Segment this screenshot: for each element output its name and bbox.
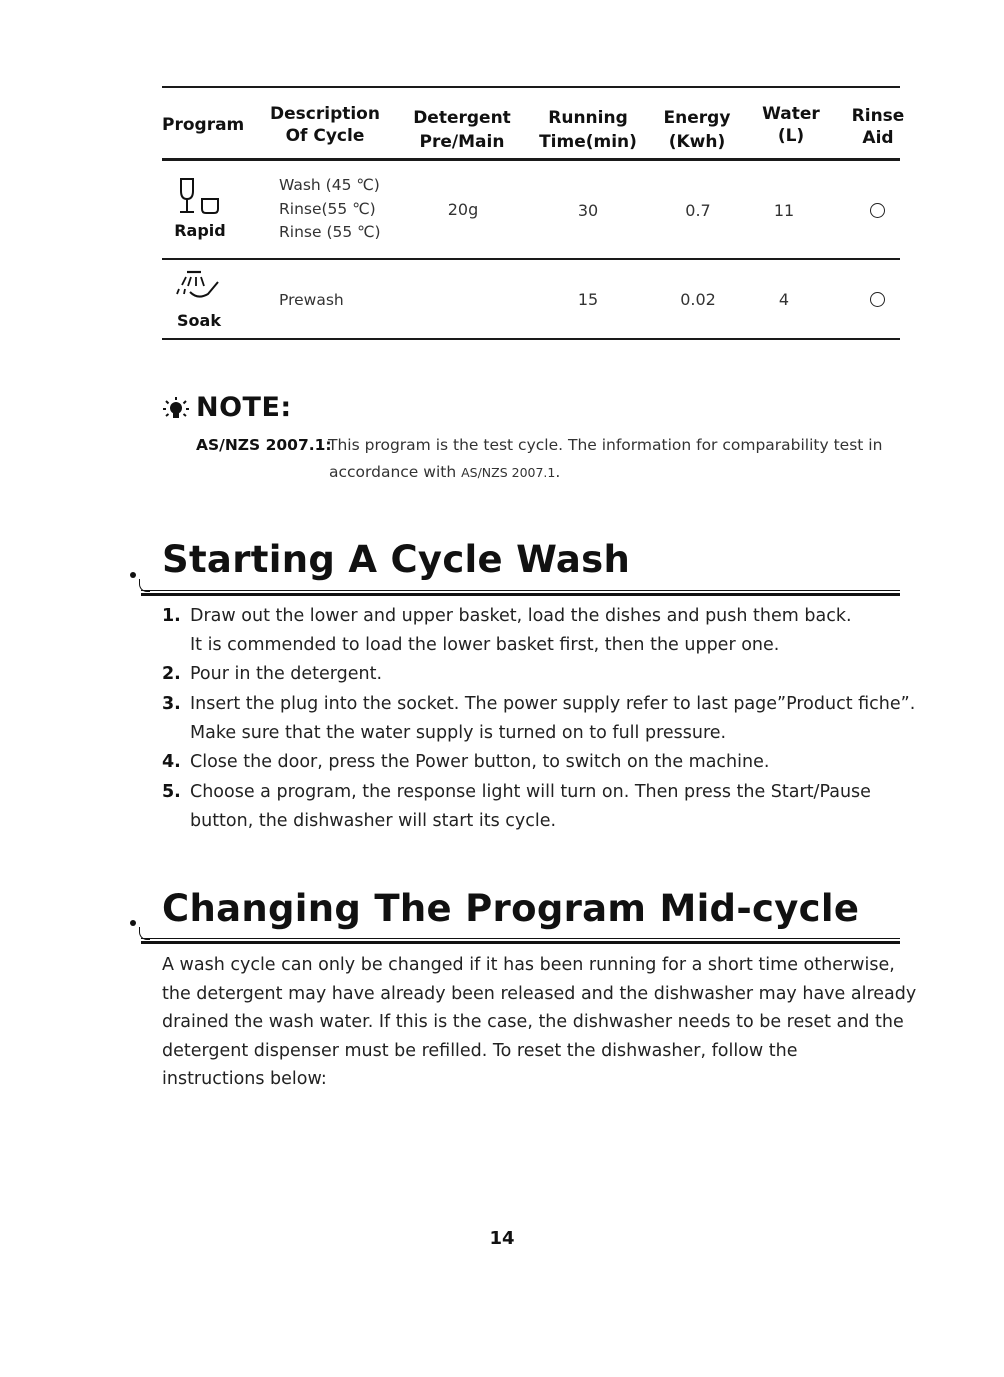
heading-rule-thick [141,941,900,944]
heading-bullet [130,920,136,926]
heading-rule-thick [141,593,900,596]
step-text: Choose a program, the response light will turn on. Then press the Start/Pause [190,782,871,802]
water-value: 11 [773,201,795,220]
note-text-line2: accordance with AS/NZS 2007.1. [329,463,561,481]
header-detergent: Detergent Pre/Main [413,108,511,152]
step-number: 5. [162,782,181,802]
heading-bullet [130,572,136,578]
step-text: Pour in the detergent. [190,664,383,684]
paragraph-line: instructions below: [162,1069,327,1089]
energy-value: 0.7 [685,201,711,220]
water-value: 4 [778,290,790,309]
step-number: 4. [162,752,181,772]
program-name-rapid: Rapid [174,221,226,240]
cycle-description: Prewash [279,291,344,309]
header-running-time: Running Time(min) [539,108,637,152]
program-name-soak: Soak [177,311,221,330]
step-number: 1. [162,606,181,626]
step-text: Make sure that the water supply is turned on to full pressure. [190,723,727,743]
section-title: Changing The Program Mid-cycle [162,887,860,930]
step-text: button, the dishwasher will start its cycle. [190,811,557,831]
step-text: It is commended to load the lower basket first, then the upper one. [190,635,780,655]
step-number: 2. [162,664,181,684]
header-description: Description Of Cycle [270,104,380,146]
header-energy: Energy (Kwh) [663,108,731,152]
running-time-value: 15 [577,290,599,309]
row-divider [162,258,900,260]
page-number: 14 [489,1228,515,1249]
heading-rule-thin [141,938,900,939]
note-title: NOTE: [196,392,292,423]
paragraph-line: drained the wash water. If this is the case, the dishwasher needs to be reset and the [162,1012,904,1032]
glass-and-cup-icon [176,177,224,217]
step-text: Close the door, press the Power button, to switch on the machine. [190,752,770,772]
table-bottom-rule [162,338,900,340]
rinse-aid-circle-icon [870,292,885,307]
header-program: Program [162,115,245,135]
heading-rule-thin [141,590,900,591]
step-text: Insert the plug into the socket. The power supply refer to last page”Product fiche”. [190,694,916,714]
note-label: AS/NZS 2007.1: [196,436,332,454]
header-water: Water (L) [762,104,820,146]
table-top-rule [162,86,900,88]
rinse-aid-circle-icon [870,203,885,218]
step-number: 3. [162,694,181,714]
energy-value: 0.02 [680,290,716,309]
lightbulb-icon [162,396,190,424]
detergent-value: 20g [447,200,479,219]
header-rinse-aid: Rinse Aid [851,106,905,148]
note-text-line1: This program is the test cycle. The information for comparability test in [328,436,883,454]
step-text: Draw out the lower and upper basket, load the dishes and push them back. [190,606,852,626]
paragraph-line: A wash cycle can only be changed if it has been running for a short time otherwise, [162,955,895,975]
paragraph-line: detergent dispenser must be refilled. To reset the dishwasher, follow the [162,1041,798,1061]
paragraph-line: the detergent may have already been released and the dishwasher may have already [162,984,917,1004]
cycle-description: Wash (45 ℃) Rinse(55 ℃) Rinse (55 ℃) [279,176,381,241]
table-header-rule [162,158,900,161]
section-title: Starting A Cycle Wash [162,538,631,581]
spray-icon [176,268,222,302]
running-time-value: 30 [577,201,599,220]
